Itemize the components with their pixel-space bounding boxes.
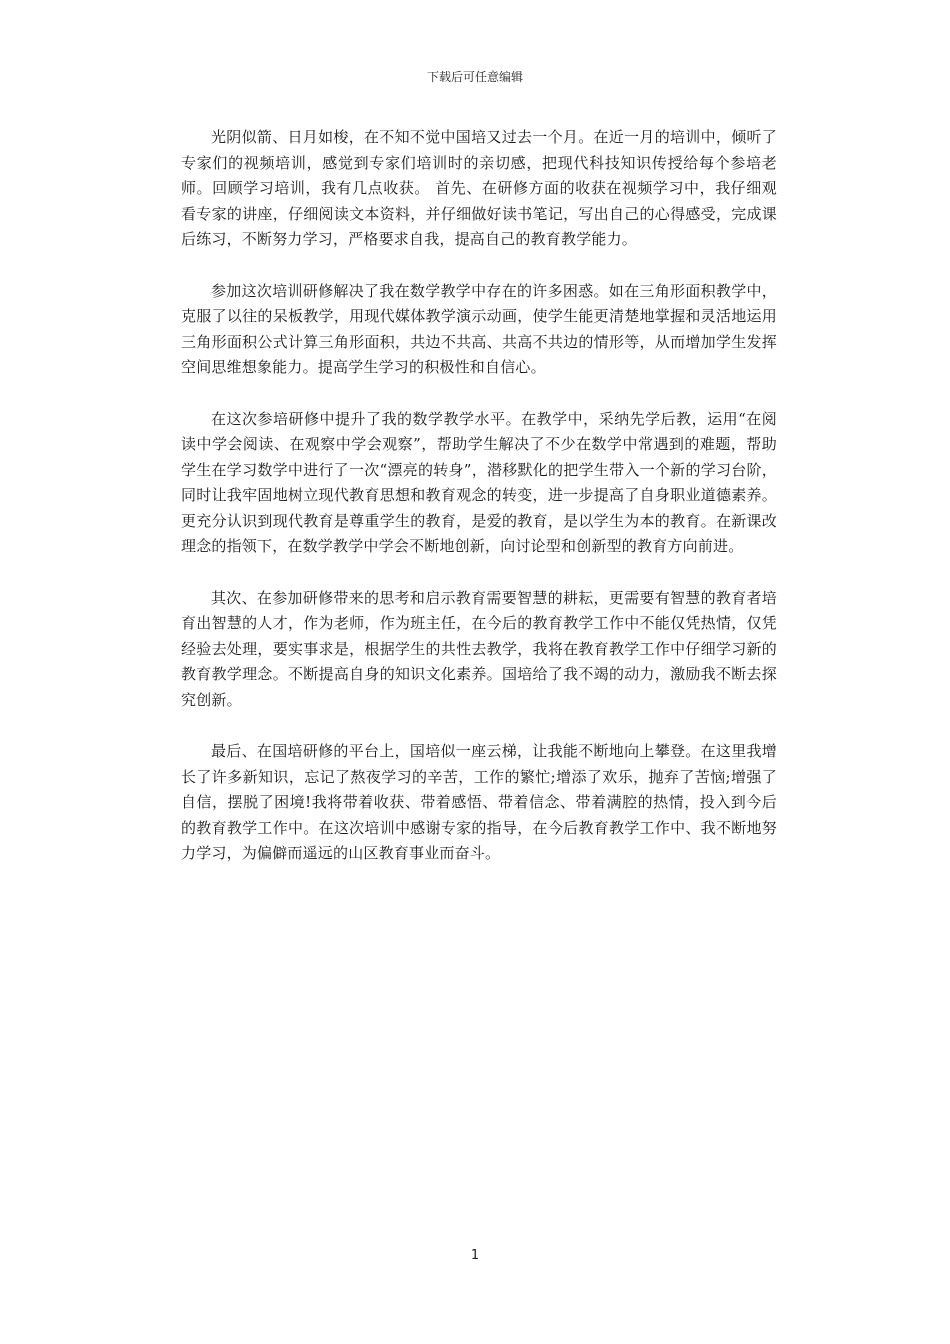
page-header: 下载后可任意编辑 (426, 70, 523, 84)
paragraph-2: 参加这次培训研修解决了我在数学教学中存在的许多困惑。如在三角形面积教学中，克服了以往的呆板教学，用现代媒体教学演示动画，使学生能更清楚地掌握和灵活地运用三角形面积公式计算三角形面积，共边不共高、共高不共边的情形等，从而增加学生发挥空间思维想象能力。提高学生学习的积极性和自信心。 (181, 281, 777, 376)
paragraph-3: 在这次参培研修中提升了我的数学教学水平。在教学中，采纳先学后教，运用“在阅读中学会阅读、在观察中学会观察”，帮助学生解决了不少在数学中常遇到的难题，帮助学生在学习数学中进行了一次“漂亮的转身”，潜移默化的把学生带入一个新的学习台阶，同时让我牢固地树立现代教育思想和教育观念的转变，进一步提高了自身职业道德素养。更充分认识到现代教育是尊重学生的教育，是爱的教育，是以学生为本的教育。在新课改理念的指领下，在数学教学中学会不断地创新，向讨论型和创新型的教育方向前进。 (181, 409, 777, 555)
document-body (181, 125, 777, 893)
paragraph-5: 最后、在国培研修的平台上，国培似一座云梯，让我能不断地向上攀登。在这里我增长了许多新知识，忘记了熬夜学习的辛苦，工作的繁忙;增添了欢乐，抛弃了苦恼;增强了自信，摆脱了困境!我将带着收获、带着感悟、带着信念、带着满腔的热情，投入到今后的教育教学工作中。在这次培训中感谢专家的指导，在今后教育教学工作中、我不断地努力学习，为偏僻而遥远的山区教育事业而奋斗。 (181, 742, 777, 862)
paragraph-1: 光阴似箭、日月如梭，在不知不觉中国培又过去一个月。在近一月的培训中，倾听了专家们的视频培训，感觉到专家们培训时的亲切感，把现代科技知识传授给每个参培老师。回顾学习培训，我有几点收获。 首先、在研修方面的收获在视频学习中，我仔细观看专家的讲座，仔细阅读文本资料，并仔细做好读书笔记，写出自己的心得感受，完成课后练习，不断努力学习，严格要求自我，提高自己的教育教学能力。 (181, 128, 777, 248)
page-number: 1 (470, 1248, 480, 1263)
paragraph-4: 其次、在参加研修带来的思考和启示教育需要智慧的耕耘，更需要有智慧的教育者培育出智慧的人才，作为老师，作为班主任，在今后的教育教学工作中不能仅凭热情，仅凭经验去处理，要实事求是，根据学生的共性去教学，我将在教育教学工作中仔细学习新的教育教学理念。不断提高自身的知识文化素养。国培给了我不竭的动力，激励我不断去探究创新。 (181, 588, 777, 709)
